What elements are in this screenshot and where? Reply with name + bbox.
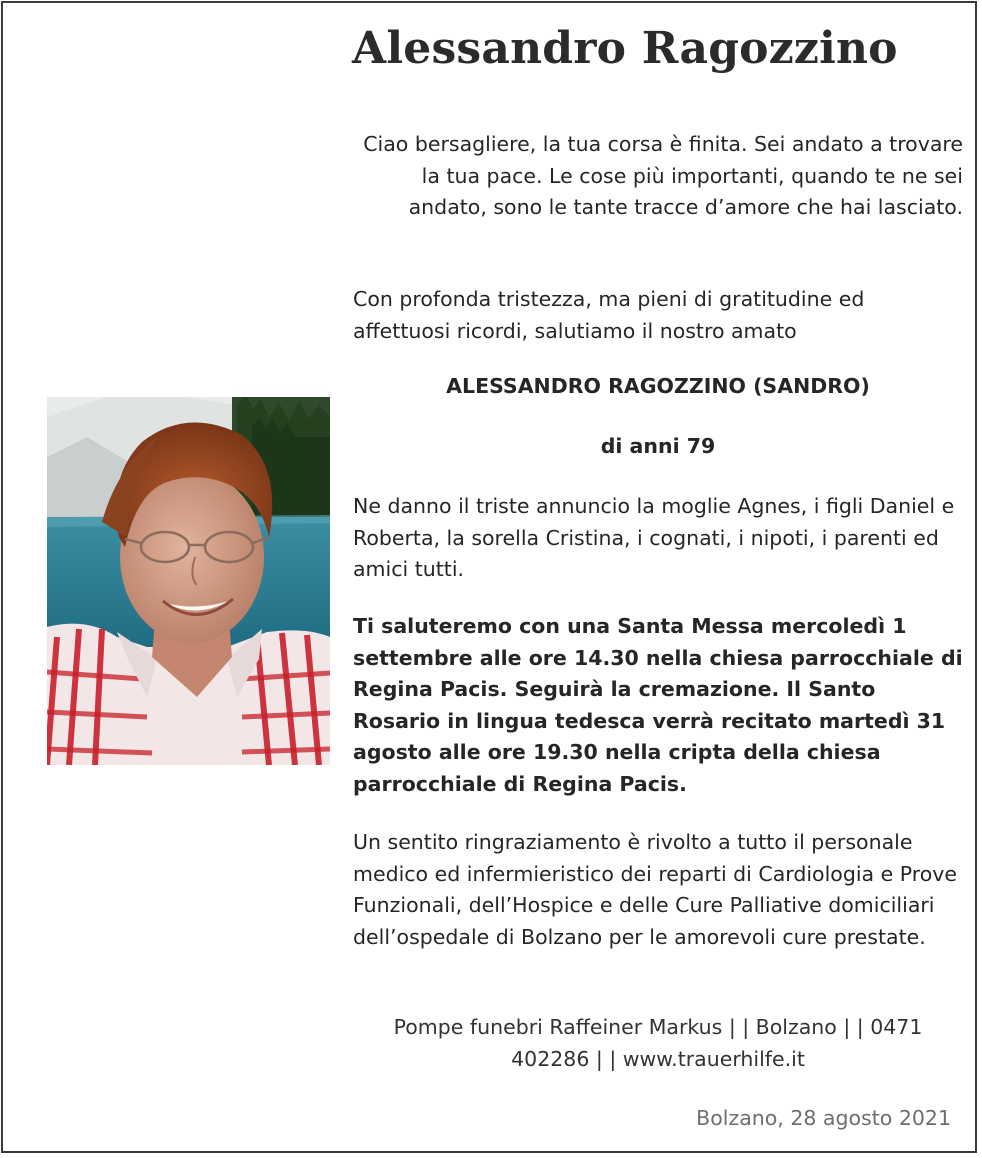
thanks-paragraph: Un sentito ringraziamento è rivolto a tutto il personale medico ed infermieristico dei reparti di Cardiologia e Prove Funzionali, dell’Hospice e delle Cure Palliative domiciliari dell’ospedale di Bolzano per le amorevoli cure prestate. <box>353 830 958 949</box>
obituary-card <box>1 1 977 1153</box>
intro-verse: Ciao bersagliere, la tua corsa è finita. Sei andato a trovare la tua pace. Le cose più importanti, quando te ne sei andato, sono le tante tracce d’amore che hai lasciato. <box>363 132 963 219</box>
portrait-photo <box>47 397 330 765</box>
portrait-image <box>47 397 330 765</box>
deceased-full-name: ALESSANDRO RAGOZZINO (SANDRO) <box>446 374 870 398</box>
family-announcement: Ne danno il triste annuncio la moglie Agnes, i figli Daniel e Roberta, la sorella Cristina, i cognati, i nipoti, i parenti ed amici tutti. <box>353 494 955 581</box>
funeral-home-contact: Pompe funebri Raffeiner Markus | | Bolzano | | 0471 402286 | | www.trauerhilfe.it <box>393 1015 923 1071</box>
deceased-age: di anni 79 <box>600 434 716 458</box>
funeral-details: Ti saluteremo con una Santa Messa mercoledì 1 settembre alle ore 14.30 nella chiesa parrocchiale di Regina Pacis. Seguirà la cremazione. Il Santo Rosario in lingua tedesca verrà recitato martedì 31 agosto alle ore 19.30 nella cripta della chiesa parrocchiale di Regina Pacis. <box>353 614 963 796</box>
page-title: Alessandro Ragozzino <box>352 23 898 74</box>
announcement-intro: Con profonda tristezza, ma pieni di gratitudine ed affettuosi ricordi, salutiamo il nostro amato <box>353 287 865 343</box>
place-date: Bolzano, 28 agosto 2021 <box>696 1106 951 1130</box>
